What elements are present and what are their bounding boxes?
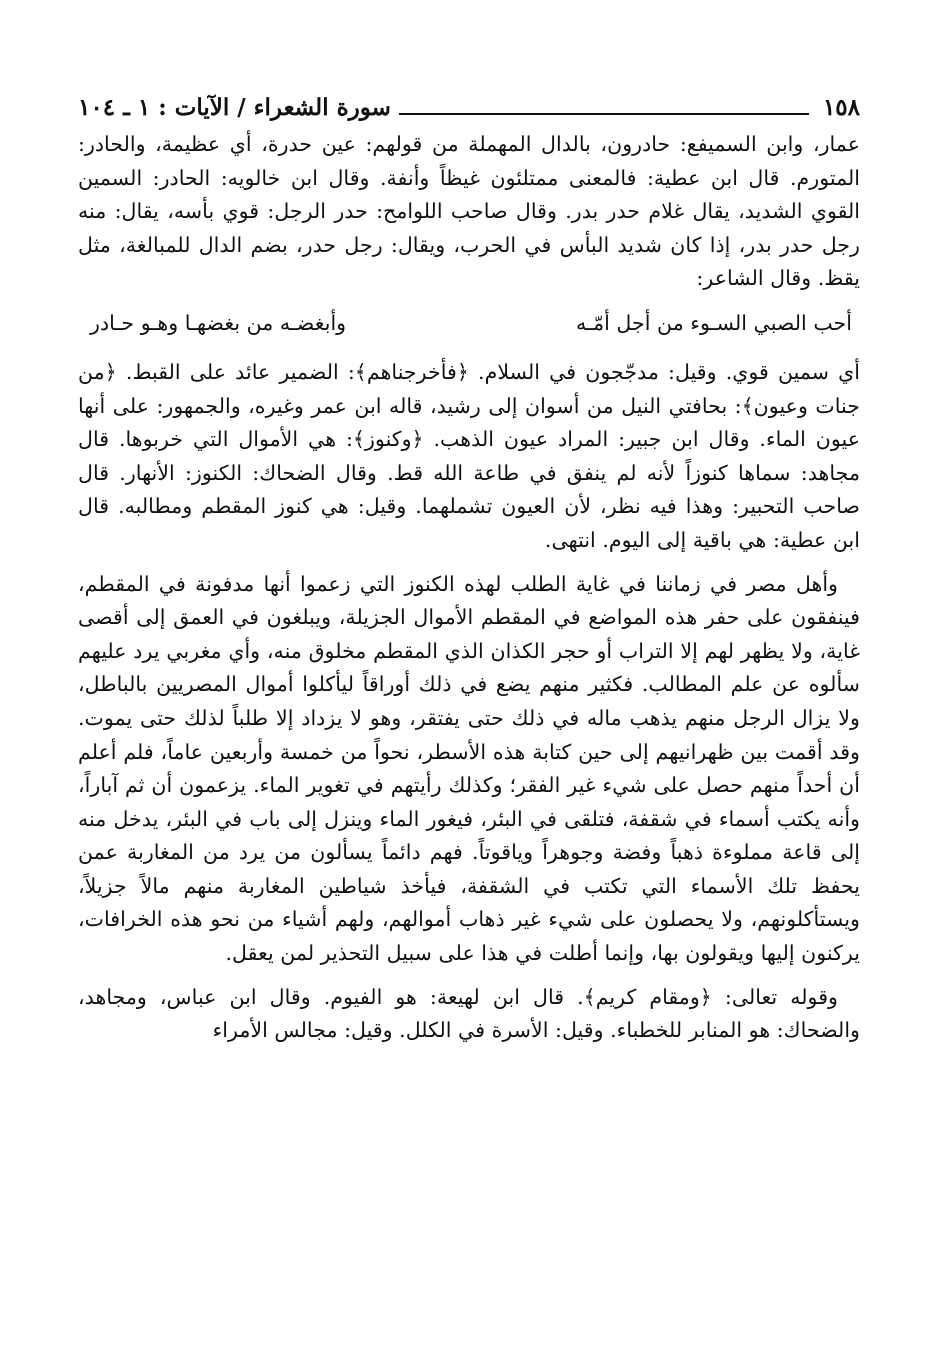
paragraph-1: عمار، وابن السميفع: حادرون، بالدال المهملة من قولهم: عين حدرة، أي عظيمة، والحادر: المتورم. قال ابن عطية: فالمعنى ممتلئون غيظاً وأنفة. وقال ابن خالويه: الحادر: السمين القوي الشديد، يقال غلام حدر بدر. وقال صاحب اللوامح: حدر الرجل: قوي بأسه، يقال: منه رجل حدر بدر، إذا كان شديد البأس في الحرب، ويقال: رجل حدر، بضم الدال للمبالغة، مثل يقظ. وقال الشاعر: <box>78 132 860 291</box>
book-page <box>78 82 860 1312</box>
paragraph-2: أي سمين قوي. وقيل: مدجّجون في السلام. ﴿فأخرجناهم﴾: الضمير عائد على القبط. ﴿من جنات وعيون﴾: بحافتي النيل من أسوان إلى رشيد، قاله ابن عمر وغيره، والجمهور: على أنها عيون الماء. وقال ابن جبير: المراد عيون الذهب. ﴿وكنوز﴾: هي الأموال التي خربوها. قال مجاهد: سماها كنوزاً لأنه لم ينفق في طاعة الله قط. وقال الضحاك: الكنوز: الأنهار. قال صاحب التحبير: وهذا فيه نظر، لأن العيون تشملهما. وقيل: هي كنوز المقطم ومطالبه. قال ابن عطية: هي باقية إلى اليوم. انتهى. <box>78 359 860 552</box>
poetry-verse <box>78 306 860 340</box>
running-title: سورة الشعراء / الآيات : ١ ـ ١٠٤ <box>78 94 391 121</box>
page-body <box>78 128 860 1048</box>
page-header <box>78 82 860 122</box>
paragraph-4: وقوله تعالى: ﴿ومقام كريم﴾. قال ابن لهيعة: هو الفيوم. وقال ابن عباس، ومجاهد، والضحاك: هو المنابر للخطباء. وقيل: الأسرة في الكلل. وقيل: مجالس الأمراء <box>78 984 860 1043</box>
header-rule <box>399 113 809 115</box>
verse-first-hemistich: أحب الصبي السـوء من أجل أمّـه <box>576 310 852 335</box>
paragraph-3: وأهل مصر في زماننا في غاية الطلب لهذه الكنوز التي زعموا أنها مدفونة في المقطم، فينفقون على حفر هذه المواضع في المقطم الأموال الجزيلة، ويبلغون في العمق إلى أقصى غاية، ولا يظهر لهم إلا التراب أو حجر الكذان الذي المقطم مخلوق منه، وأي مغربي يرد عليهم سألوه عن علم المطالب. فكثير منهم يضع في ذلك أوراقاً ليأكلوا أموال المصريين بالباطل، ولا يزال الرجل منهم يذهب ماله في ذلك حتى يفتقر، وهو لا يزداد إلا طلباً لذلك حتى يموت. وقد أقمت بين ظهرانيهم إلى حين كتابة هذه الأسطر، نحواً من خمسة وأربعين عاماً، فلم أعلم أن أحداً منهم حصل على شيء غير الفقر؛ وكذلك رأيتهم في تغوير الماء. يزعمون أن ثم آباراً، وأنه يكتب أسماء في شقفة، فتلقى في البئر، فيغور الماء وينزل إلى باب في البئر، يدخل منه إلى قاعة مملوءة ذهباً وفضة وجوهراً وياقوتاً. فهم دائماً يسألون من يرد من المغاربة عمن يحفظ تلك الأسماء التي تكتب في الشقفة، فيأخذ شياطين المغاربة منهم مالاً جزيلاً، ويستأكلونهم، ولا يحصلون على شيء غير ذهاب أموالهم، ولهم أشياء من نحو هذه الخرافات، يركنون إليها ويقولون بها، وإنما أطلت في هذا على سبيل التحذير لمن يعقل. <box>78 571 860 966</box>
page-number: ١٥٨ <box>822 94 860 121</box>
verse-second-hemistich: وأبغضـه من بغضهـا وهـو حـادر <box>90 310 347 335</box>
